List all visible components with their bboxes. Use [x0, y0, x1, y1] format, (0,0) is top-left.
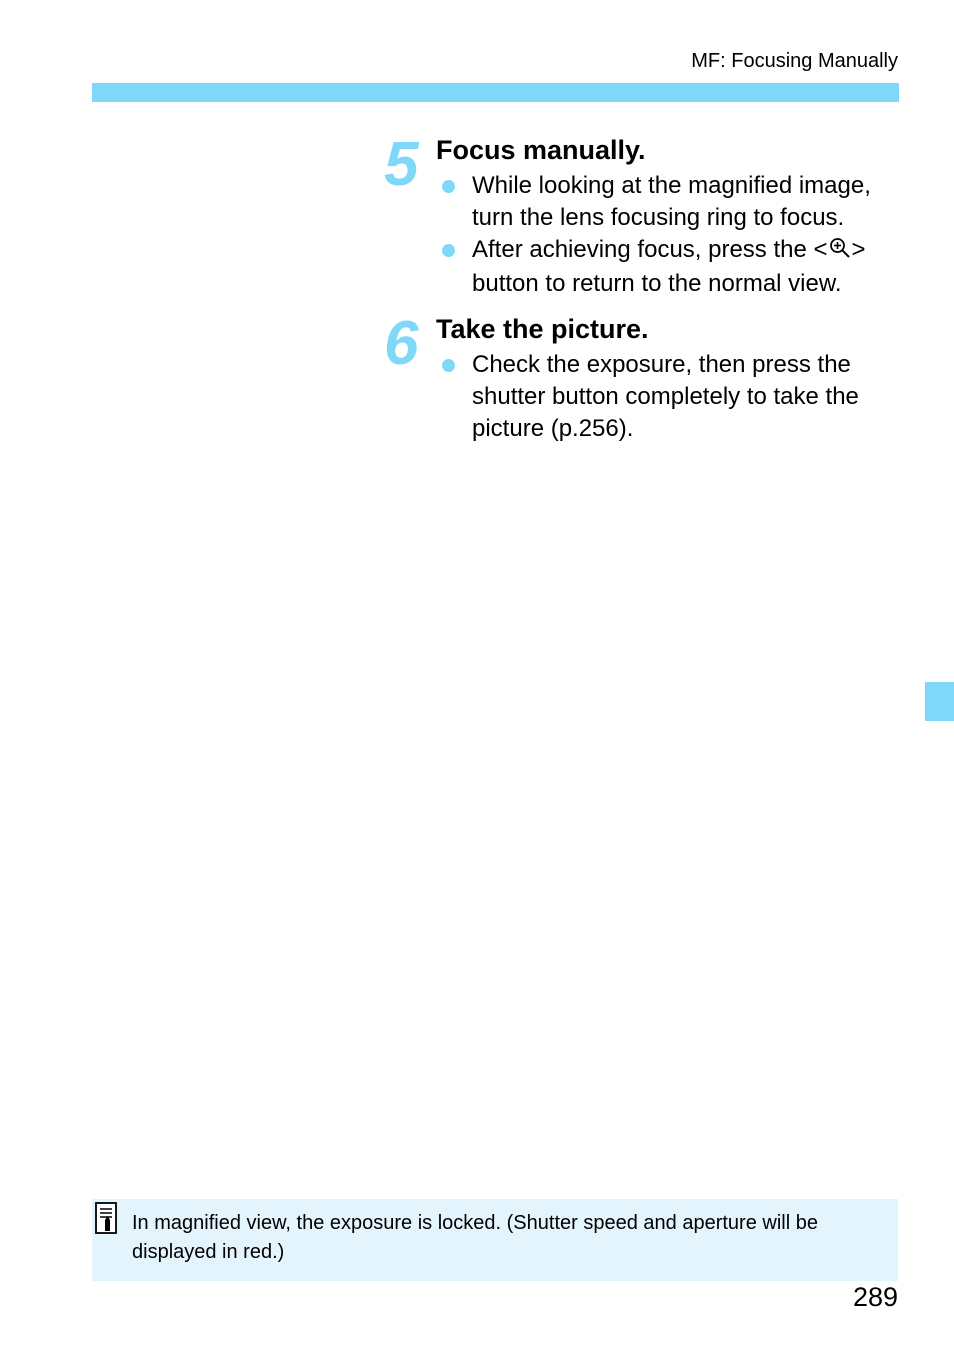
bullet-text-after: > button to return to the normal view.	[472, 236, 866, 297]
bullet-item	[436, 170, 906, 234]
header-bar	[92, 83, 899, 102]
step-bullets	[436, 170, 906, 300]
memo-icon	[94, 1201, 120, 1240]
step-number: 6	[384, 309, 419, 378]
bullet-dot-icon	[442, 244, 455, 257]
bullet-text-before: After achieving focus, press the <	[472, 236, 828, 263]
page-number: 289	[852, 1282, 898, 1312]
bullet-dot-icon	[442, 359, 455, 372]
bullet-item	[436, 234, 906, 300]
page-header-title: MF: Focusing Manually	[691, 50, 898, 72]
note-box	[92, 1199, 898, 1281]
magnify-icon	[829, 236, 851, 268]
bullet-item	[436, 349, 906, 445]
note-text: In magnified view, the exposure is locked. (Shutter speed and aperture will be displayed in red.)	[132, 1212, 818, 1263]
step-title: Take the picture.	[436, 314, 649, 344]
step-title: Focus manually.	[436, 135, 646, 165]
step-bullets	[436, 349, 906, 445]
bullet-text: While looking at the magnified image, turn the lens focusing ring to focus.	[472, 172, 871, 231]
bullet-dot-icon	[442, 180, 455, 193]
bullet-text: Check the exposure, then press the shutter button completely to take the picture (p.256).	[472, 351, 859, 442]
chapter-tab	[925, 682, 954, 721]
step-number: 5	[384, 130, 419, 199]
